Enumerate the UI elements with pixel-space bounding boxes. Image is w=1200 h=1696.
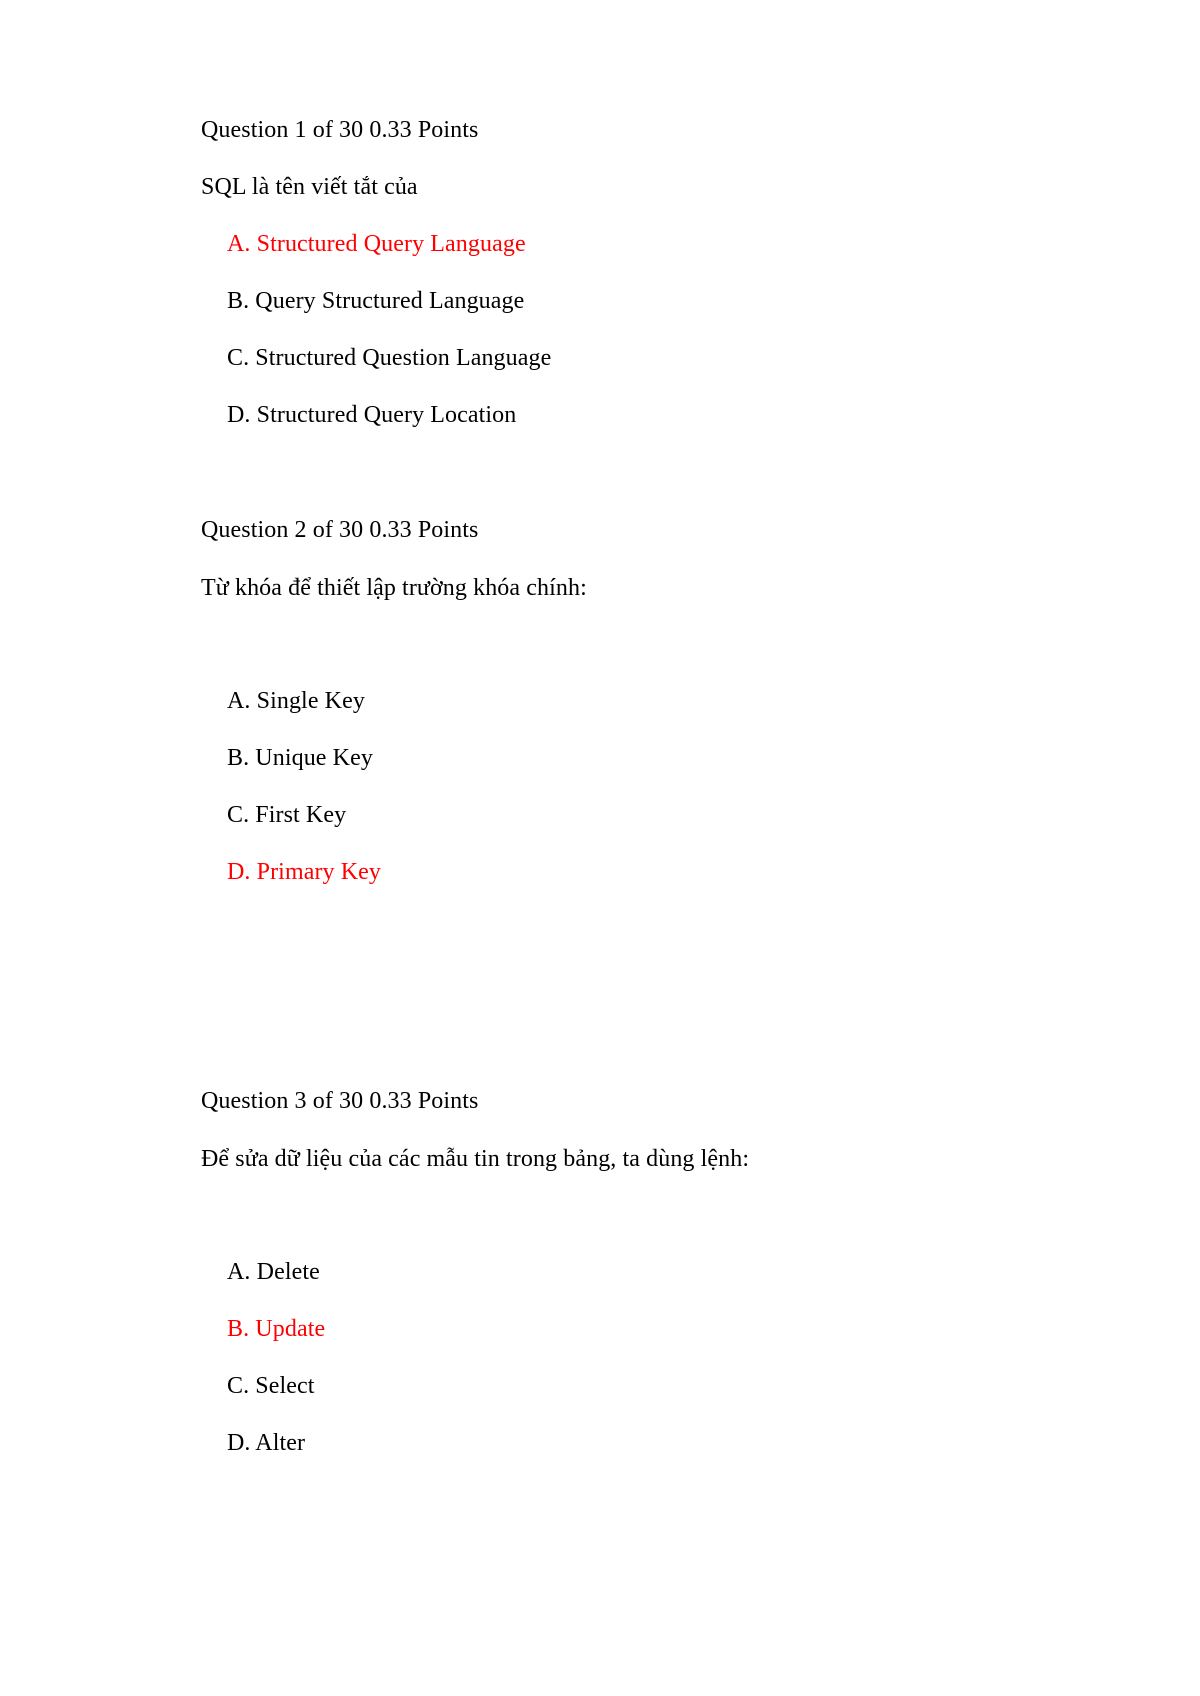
question-1-option-d: D. Structured Query Location: [227, 402, 517, 428]
question-2-option-c: C. First Key: [227, 802, 347, 828]
question-1-option-c: C. Structured Question Language: [227, 345, 552, 371]
question-3-option-c: C. Select: [227, 1373, 315, 1399]
question-3-option-b: B. Update: [227, 1316, 326, 1342]
question-3-option-d: D. Alter: [227, 1430, 306, 1456]
question-1-prompt: SQL là tên viết tắt của: [201, 174, 418, 200]
question-3-option-a: A. Delete: [227, 1259, 320, 1285]
question-3-prompt: Để sửa dữ liệu của các mẫu tin trong bảng, ta dùng lệnh:: [201, 1146, 750, 1172]
question-1-header: Question 1 of 30 0.33 Points: [201, 117, 479, 143]
question-2-header: Question 2 of 30 0.33 Points: [201, 517, 479, 543]
question-1-option-a: A. Structured Query Language: [227, 231, 526, 257]
question-3-header: Question 3 of 30 0.33 Points: [201, 1088, 479, 1114]
question-2-option-b: B. Unique Key: [227, 745, 373, 771]
question-2-option-a: A. Single Key: [227, 688, 365, 714]
question-2-prompt: Từ khóa để thiết lập trường khóa chính:: [201, 575, 587, 601]
question-2-option-d: D. Primary Key: [227, 859, 382, 885]
question-1-option-b: B. Query Structured Language: [227, 288, 525, 314]
